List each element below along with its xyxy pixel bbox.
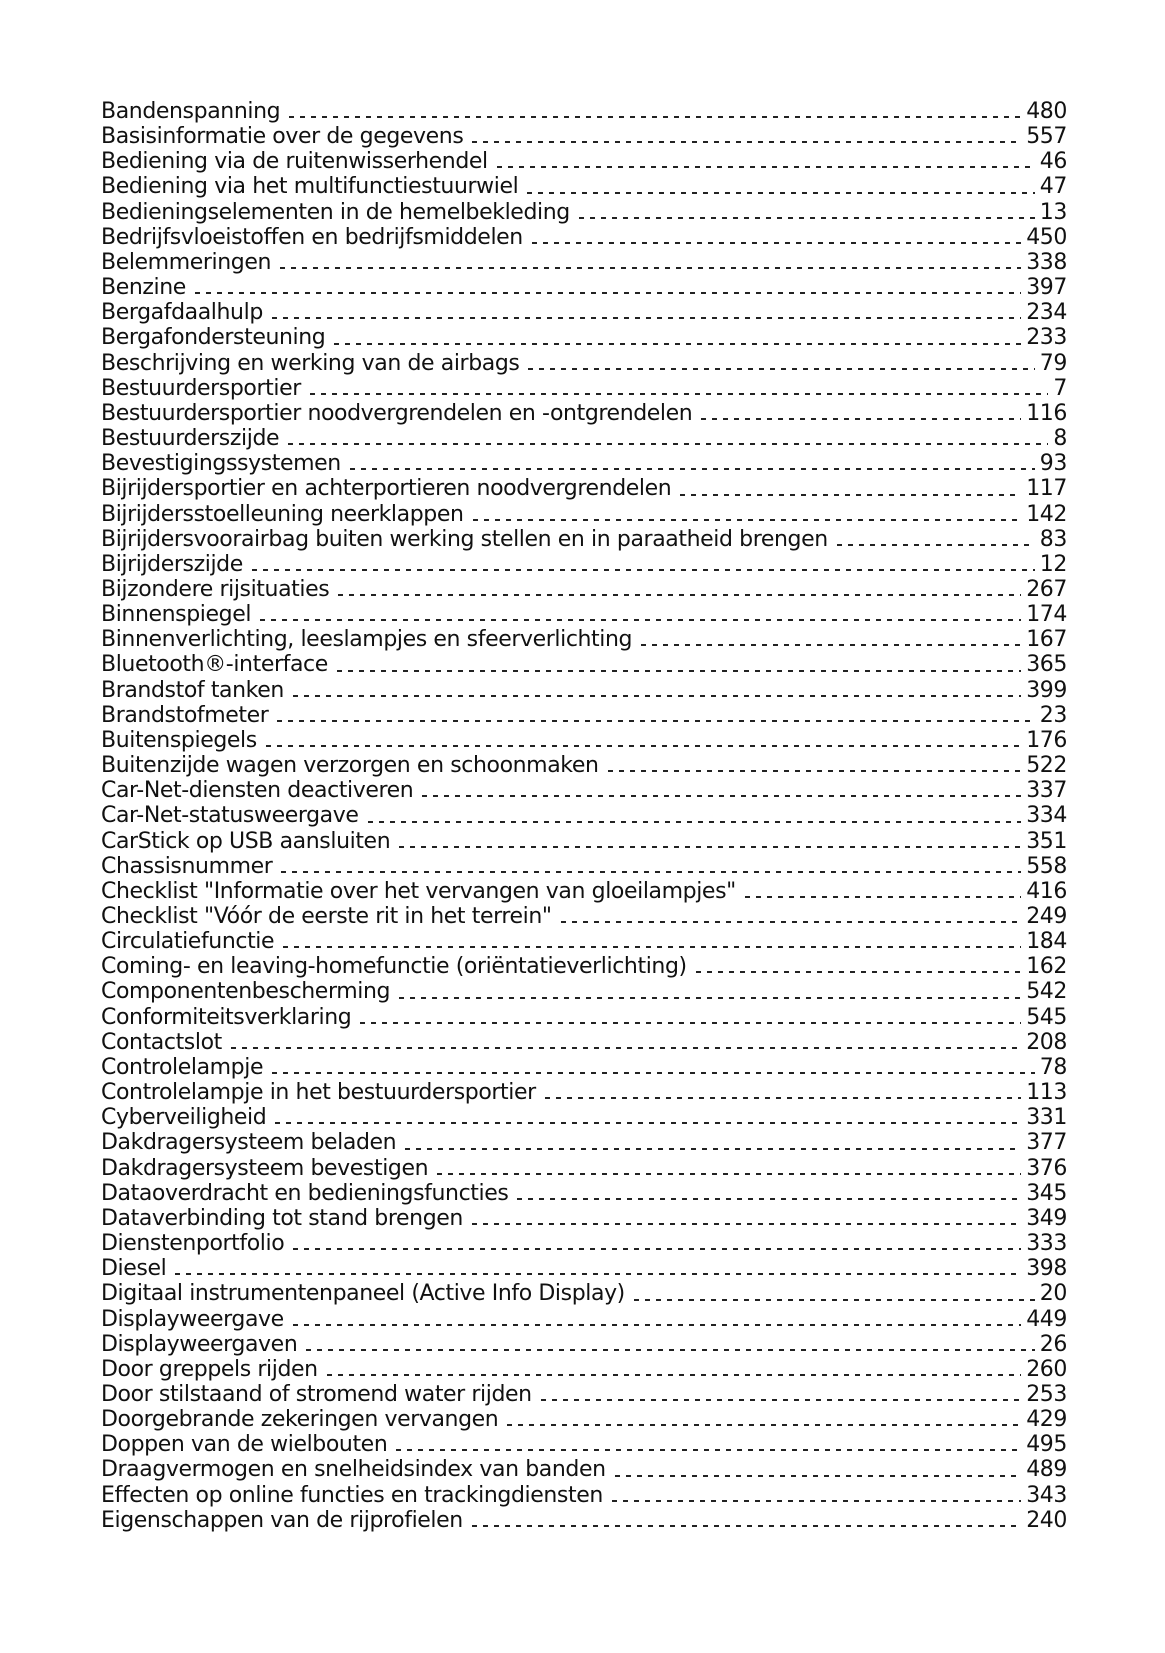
- index-page-number: 93: [1039, 451, 1067, 477]
- dot-leader: [260, 619, 1021, 621]
- dot-leader: [293, 1324, 1021, 1326]
- dot-leader: [252, 569, 1035, 571]
- index-page-number: 397: [1026, 275, 1067, 301]
- index-term: Bedieningselementen in de hemelbekleding: [101, 199, 570, 225]
- index-term: Bijrijderszijde: [101, 551, 243, 577]
- index-page-number: 349: [1026, 1205, 1067, 1231]
- index-page-number: 142: [1026, 501, 1067, 527]
- index-page-number: 365: [1026, 652, 1067, 678]
- index-term: Bestuurderszijde: [101, 426, 280, 452]
- dot-leader: [306, 1349, 1034, 1351]
- index-page-number: 253: [1026, 1381, 1067, 1407]
- index-entry: [101, 879, 1067, 904]
- index-page-number: 13: [1039, 199, 1067, 225]
- dot-leader: [338, 594, 1021, 596]
- dot-leader: [272, 317, 1021, 319]
- dot-leader: [405, 1148, 1021, 1150]
- index-page-number: 234: [1026, 300, 1067, 326]
- index-entry: [101, 829, 1067, 854]
- index-entry: [101, 1055, 1067, 1080]
- index-entry: [101, 803, 1067, 828]
- index-term: Eigenschappen van de rijprofielen: [101, 1507, 463, 1533]
- index-term: Dakdragersysteem beladen: [101, 1130, 397, 1156]
- index-term: Draagvermogen en snelheidsindex van banden: [101, 1457, 606, 1483]
- index-page-number: 174: [1026, 602, 1067, 628]
- index-entry: [101, 1005, 1067, 1030]
- index-term: Dakdragersysteem bevestigen: [101, 1155, 429, 1181]
- index-entry: [101, 275, 1067, 300]
- index-term: Bediening via het multifunctiestuurwiel: [101, 174, 519, 200]
- index-page-number: 8: [1053, 426, 1067, 452]
- index-entry: [101, 929, 1067, 954]
- index-page-number: 398: [1026, 1256, 1067, 1282]
- index-page-number: 117: [1026, 476, 1067, 502]
- dot-leader: [473, 519, 1022, 521]
- index-term: Effecten op online functies en trackingdiensten: [101, 1482, 603, 1508]
- index-term: Bergafdaalhulp: [101, 300, 263, 326]
- index-term: Belemmeringen: [101, 249, 272, 275]
- index-term: Controlelampje: [101, 1054, 264, 1080]
- index-entry: [101, 250, 1067, 275]
- dot-leader: [289, 116, 1021, 118]
- index-entry: [101, 979, 1067, 1004]
- index-page-number: 351: [1026, 828, 1067, 854]
- index-term: Chassisnummer: [101, 853, 273, 879]
- index-entry: [101, 527, 1067, 552]
- index-entry: [101, 174, 1067, 199]
- index-page-number: 429: [1026, 1407, 1067, 1433]
- index-term: Door stilstaand of stromend water rijden: [101, 1381, 532, 1407]
- index-page-number: 167: [1026, 627, 1067, 653]
- dot-leader: [497, 166, 1035, 168]
- index-page-number: 334: [1026, 803, 1067, 829]
- dot-leader: [541, 1399, 1021, 1401]
- index-page-number: 338: [1026, 249, 1067, 275]
- index-page-number: 176: [1026, 727, 1067, 753]
- dot-leader: [399, 997, 1021, 999]
- index-page-number: 162: [1026, 954, 1067, 980]
- index-page-number: 345: [1026, 1180, 1067, 1206]
- index-page-number: 46: [1039, 149, 1067, 175]
- index-term: Bevestigingssystemen: [101, 451, 341, 477]
- index-entry: [101, 627, 1067, 652]
- index-entry: [101, 426, 1067, 451]
- index-page-number: 113: [1026, 1080, 1067, 1106]
- index-term: Checklist "Informatie over het vervangen van gloeilampjes": [101, 878, 736, 904]
- index-list: [101, 99, 1067, 1533]
- index-entry: [101, 1156, 1067, 1181]
- index-entry: [101, 1307, 1067, 1332]
- dot-leader: [396, 1449, 1021, 1451]
- index-page-number: 522: [1026, 753, 1067, 779]
- index-page-number: 377: [1026, 1130, 1067, 1156]
- dot-leader: [437, 1173, 1021, 1175]
- dot-leader: [334, 343, 1021, 345]
- index-term: Bijrijdersvoorairbag buiten werking stellen en in paraatheid brengen: [101, 526, 828, 552]
- index-page-number: 337: [1026, 778, 1067, 804]
- index-term: Bijrijdersportier en achterportieren noodvergrendelen: [101, 476, 672, 502]
- dot-leader: [195, 292, 1021, 294]
- dot-leader: [283, 946, 1021, 948]
- dot-leader: [266, 745, 1021, 747]
- index-entry: [101, 1231, 1067, 1256]
- index-term: Bedrijfsvloeistoffen en bedrijfsmiddelen: [101, 224, 523, 250]
- dot-leader: [310, 393, 1049, 395]
- dot-leader: [545, 1097, 1021, 1099]
- index-page-number: 343: [1026, 1482, 1067, 1508]
- index-entry: [101, 1508, 1067, 1533]
- index-page-number: 480: [1026, 99, 1067, 124]
- dot-leader: [275, 1122, 1021, 1124]
- index-page-number: 26: [1039, 1331, 1067, 1357]
- dot-leader: [350, 468, 1035, 470]
- dot-leader: [472, 1223, 1021, 1225]
- index-term: Conformiteitsverklaring: [101, 1004, 352, 1030]
- dot-leader: [837, 544, 1035, 546]
- index-entry: [101, 149, 1067, 174]
- index-term: Brandstofmeter: [101, 702, 269, 728]
- index-term: Brandstof tanken: [101, 677, 284, 703]
- index-entry: [101, 1181, 1067, 1206]
- index-page-number: 376: [1026, 1155, 1067, 1181]
- index-entry: [101, 577, 1067, 602]
- dot-leader: [399, 846, 1021, 848]
- dot-leader: [680, 494, 1021, 496]
- index-page-number: 79: [1039, 350, 1067, 376]
- dot-leader: [280, 267, 1021, 269]
- index-page-number: 267: [1026, 576, 1067, 602]
- index-page-number: 233: [1026, 325, 1067, 351]
- dot-leader: [472, 141, 1021, 143]
- dot-leader: [517, 1198, 1021, 1200]
- index-term: Contactslot: [101, 1029, 222, 1055]
- dot-leader: [634, 1299, 1035, 1301]
- dot-leader: [277, 720, 1034, 722]
- index-term: Doorgebrande zekeringen vervangen: [101, 1407, 499, 1433]
- dot-leader: [293, 1248, 1021, 1250]
- index-entry: [101, 1281, 1067, 1306]
- index-term: Dataverbinding tot stand brengen: [101, 1205, 463, 1231]
- dot-leader: [579, 217, 1035, 219]
- dot-leader: [281, 871, 1021, 873]
- index-entry: [101, 401, 1067, 426]
- index-entry: [101, 1357, 1067, 1382]
- index-entry: [101, 652, 1067, 677]
- dot-leader: [327, 1374, 1021, 1376]
- index-page-number: 116: [1026, 400, 1067, 426]
- index-term: Bluetooth®-interface: [101, 652, 328, 678]
- index-page-number: 399: [1026, 677, 1067, 703]
- index-term: Bediening via de ruitenwisserhendel: [101, 149, 488, 175]
- index-entry: [101, 1432, 1067, 1457]
- index-entry: [101, 200, 1067, 225]
- index-page-number: 47: [1039, 174, 1067, 200]
- index-page-number: 449: [1026, 1306, 1067, 1332]
- index-entry: [101, 904, 1067, 929]
- index-term: Car-Net-statusweergave: [101, 803, 359, 829]
- index-term: Diesel: [101, 1256, 167, 1282]
- index-page-number: 542: [1026, 979, 1067, 1005]
- index-term: Car-Net-diensten deactiveren: [101, 778, 414, 804]
- index-entry: [101, 99, 1067, 124]
- index-page-number: 331: [1026, 1105, 1067, 1131]
- dot-leader: [272, 1072, 1035, 1074]
- index-entry: [101, 351, 1067, 376]
- index-entry: [101, 703, 1067, 728]
- index-entry: [101, 1105, 1067, 1130]
- index-entry: [101, 1483, 1067, 1508]
- index-entry: [101, 1130, 1067, 1155]
- index-term: Componentenbescherming: [101, 979, 391, 1005]
- dot-leader: [612, 1500, 1021, 1502]
- index-term: Bestuurdersportier noodvergrendelen en -ontgrendelen: [101, 400, 693, 426]
- index-term: Circulatiefunctie: [101, 929, 275, 955]
- index-page-number: 78: [1039, 1054, 1067, 1080]
- dot-leader: [368, 821, 1022, 823]
- index-entry: [101, 1206, 1067, 1231]
- index-term: Bandenspanning: [101, 99, 281, 124]
- dot-leader: [745, 896, 1021, 898]
- index-term: Bestuurdersportier: [101, 375, 301, 401]
- index-entry: [101, 376, 1067, 401]
- index-entry: [101, 502, 1067, 527]
- index-page-number: 333: [1026, 1231, 1067, 1257]
- index-term: Bijzondere rijsituaties: [101, 576, 330, 602]
- index-page-number: 545: [1026, 1004, 1067, 1030]
- index-term: Basisinformatie over de gegevens: [101, 124, 464, 150]
- index-page-number: 240: [1026, 1507, 1067, 1533]
- index-entry: [101, 1256, 1067, 1281]
- dot-leader: [696, 971, 1022, 973]
- index-entry: [101, 854, 1067, 879]
- index-entry: [101, 954, 1067, 979]
- dot-leader: [337, 670, 1021, 672]
- index-term: Binnenverlichting, leeslampjes en sfeerverlichting: [101, 627, 633, 653]
- index-page-number: 450: [1026, 224, 1067, 250]
- dot-leader: [701, 418, 1021, 420]
- index-page-number: 260: [1026, 1356, 1067, 1382]
- index-term: Buitenzijde wagen verzorgen en schoonmaken: [101, 753, 599, 779]
- index-term: Checklist "Vóór de eerste rit in het terrein": [101, 904, 552, 929]
- index-page-number: 249: [1026, 904, 1067, 929]
- index-page-number: 184: [1026, 929, 1067, 955]
- index-term: Doppen van de wielbouten: [101, 1432, 388, 1458]
- index-page-number: 557: [1026, 124, 1067, 150]
- index-entry: [101, 451, 1067, 476]
- index-entry: [101, 602, 1067, 627]
- dot-leader: [288, 443, 1048, 445]
- index-term: Beschrijving en werking van de airbags: [101, 350, 520, 376]
- index-page-number: 208: [1026, 1029, 1067, 1055]
- index-entry: [101, 778, 1067, 803]
- index-term: Dienstenportfolio: [101, 1231, 285, 1257]
- index-entry: [101, 124, 1067, 149]
- dot-leader: [175, 1273, 1021, 1275]
- index-entry: [101, 1407, 1067, 1432]
- index-term: Cyberveiligheid: [101, 1105, 267, 1131]
- index-entry: [101, 552, 1067, 577]
- index-entry: [101, 476, 1067, 501]
- dot-leader: [641, 644, 1021, 646]
- index-term: Displayweergaven: [101, 1331, 298, 1357]
- dot-leader: [231, 1047, 1021, 1049]
- index-term: Buitenspiegels: [101, 727, 257, 753]
- index-page-number: 416: [1026, 878, 1067, 904]
- dot-leader: [561, 921, 1022, 923]
- index-term: Controlelampje in het bestuurdersportier: [101, 1080, 536, 1106]
- dot-leader: [608, 770, 1022, 772]
- index-entry: [101, 1332, 1067, 1357]
- index-page-number: 495: [1026, 1432, 1067, 1458]
- index-term: Benzine: [101, 275, 186, 301]
- index-term: Bergafondersteuning: [101, 325, 326, 351]
- dot-leader: [422, 795, 1021, 797]
- index-entry: [101, 1030, 1067, 1055]
- index-entry: [101, 1457, 1067, 1482]
- index-term: Binnenspiegel: [101, 602, 252, 628]
- dot-leader: [360, 1022, 1021, 1024]
- index-term: Door greppels rijden: [101, 1356, 318, 1382]
- index-page-number: 83: [1039, 526, 1067, 552]
- index-entry: [101, 1080, 1067, 1105]
- index-entry: [101, 1382, 1067, 1407]
- index-entry: [101, 325, 1067, 350]
- index-entry: [101, 300, 1067, 325]
- index-page-number: 23: [1039, 702, 1067, 728]
- index-term: Bijrijdersstoelleuning neerklappen: [101, 501, 464, 527]
- index-term: Digitaal instrumentenpaneel (Active Info Display): [101, 1281, 625, 1307]
- dot-leader: [472, 1525, 1021, 1527]
- dot-leader: [527, 192, 1034, 194]
- index-page-number: 12: [1039, 551, 1067, 577]
- index-page-number: 489: [1026, 1457, 1067, 1483]
- index-entry: [101, 753, 1067, 778]
- index-page-number: 20: [1039, 1281, 1067, 1307]
- index-entry: [101, 728, 1067, 753]
- index-entry: [101, 678, 1067, 703]
- index-entry: [101, 225, 1067, 250]
- dot-leader: [507, 1424, 1021, 1426]
- index-term: Coming- en leaving-homefunctie (oriëntatieverlichting): [101, 954, 687, 980]
- dot-leader: [532, 242, 1021, 244]
- index-term: Displayweergave: [101, 1306, 284, 1332]
- dot-leader: [528, 368, 1034, 370]
- index-term: CarStick op USB aansluiten: [101, 828, 391, 854]
- dot-leader: [293, 695, 1021, 697]
- index-page-number: 558: [1026, 853, 1067, 879]
- dot-leader: [615, 1475, 1022, 1477]
- index-page-number: 7: [1053, 375, 1067, 401]
- index-term: Dataoverdracht en bedieningsfuncties: [101, 1180, 509, 1206]
